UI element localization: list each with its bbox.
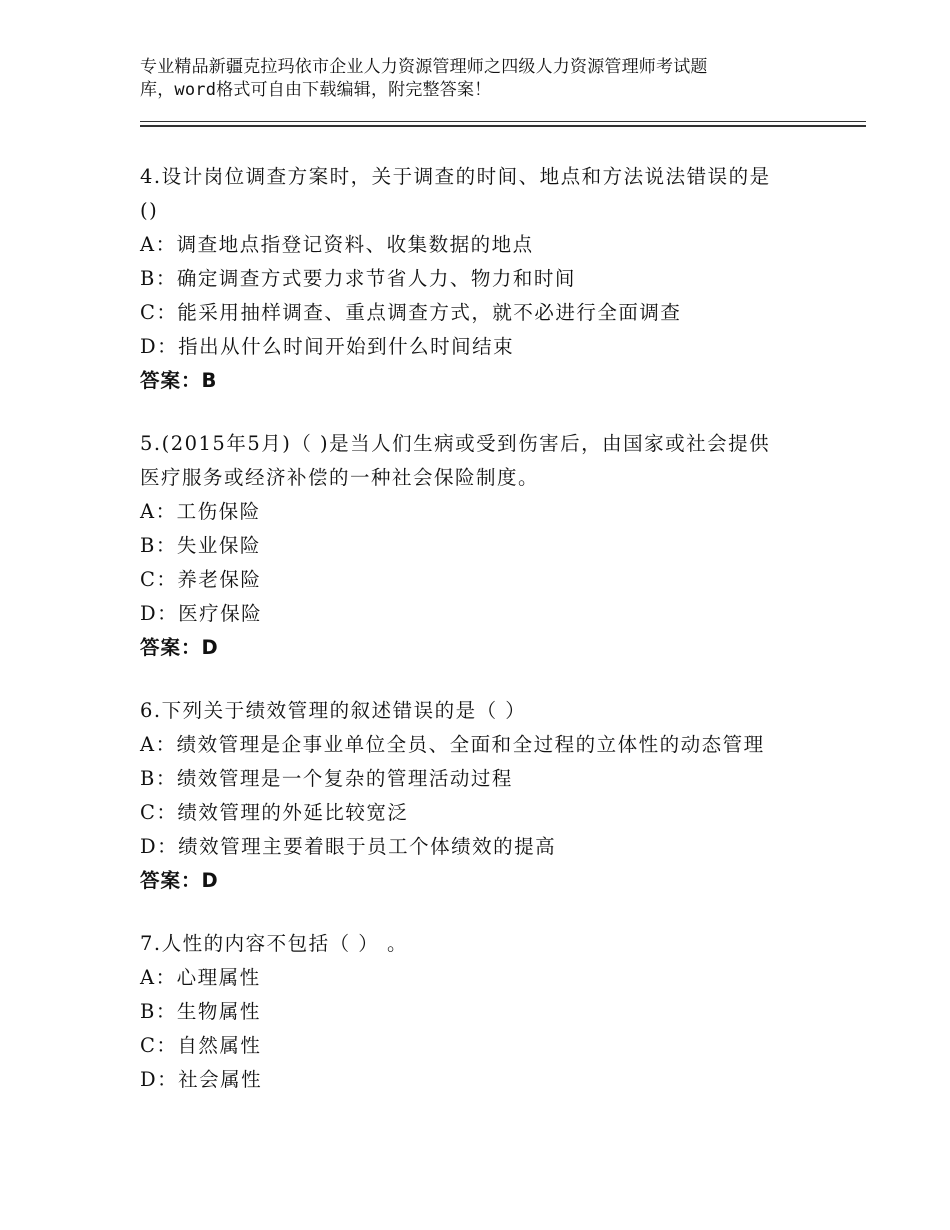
option-a: A：调查地点指登记资料、收集数据的地点 <box>140 233 534 256</box>
option-a: A：心理属性 <box>140 966 261 989</box>
document-header <box>140 56 840 102</box>
header-divider-thick <box>140 125 866 127</box>
option-d: D：医疗保险 <box>140 602 263 625</box>
question-stem <box>140 694 820 728</box>
question-stem <box>140 160 820 228</box>
question-5 <box>140 427 820 665</box>
option-b: B：绩效管理是一个复杂的管理活动过程 <box>140 767 513 790</box>
option-b: B：失业保险 <box>140 534 261 557</box>
option-d: D：指出从什么时间开始到什么时间结束 <box>140 335 515 358</box>
answer-label: 答案：D <box>140 636 219 659</box>
option-c: C：能采用抽样调查、重点调查方式，就不必进行全面调查 <box>140 301 682 324</box>
question-stem <box>140 927 820 961</box>
option-d: D：社会属性 <box>140 1068 263 1091</box>
header-line-1: 专业精品新疆克拉玛依市企业人力资源管理师之四级人力资源管理师考试题 <box>140 57 708 77</box>
option-b: B：确定调查方式要力求节省人力、物力和时间 <box>140 267 576 290</box>
stem-line: 6.下列关于绩效管理的叙述错误的是（ ） <box>140 699 527 722</box>
stem-line: 4.设计岗位调查方案时，关于调查的时间、地点和方法说法错误的是 <box>140 165 771 188</box>
answer-label: 答案：B <box>140 369 218 392</box>
option-c: C：养老保险 <box>140 568 262 591</box>
stem-line: 7.人性的内容不包括（ ） 。 <box>140 932 409 955</box>
stem-line: 5.(2015年5月)（ )是当人们生病或受到伤害后，由国家或社会提供 <box>140 432 771 455</box>
option-c: C：绩效管理的外延比较宽泛 <box>140 801 409 824</box>
question-list <box>140 160 820 1126</box>
question-6 <box>140 694 820 898</box>
question-stem <box>140 427 820 495</box>
option-b: B：生物属性 <box>140 1000 261 1023</box>
question-4 <box>140 160 820 398</box>
header-divider-thin <box>140 121 866 122</box>
stem-line: () <box>140 199 159 222</box>
question-7 <box>140 927 820 1097</box>
header-line-2: 库，word格式可自由下载编辑，附完整答案！ <box>140 80 492 100</box>
stem-line: 医疗服务或经济补偿的一种社会保险制度。 <box>140 466 540 489</box>
answer-label: 答案：D <box>140 869 219 892</box>
option-c: C：自然属性 <box>140 1034 262 1057</box>
option-a: A：工伤保险 <box>140 500 261 523</box>
option-a: A：绩效管理是企事业单位全员、全面和全过程的立体性的动态管理 <box>140 733 765 756</box>
option-d: D：绩效管理主要着眼于员工个体绩效的提高 <box>140 835 557 858</box>
